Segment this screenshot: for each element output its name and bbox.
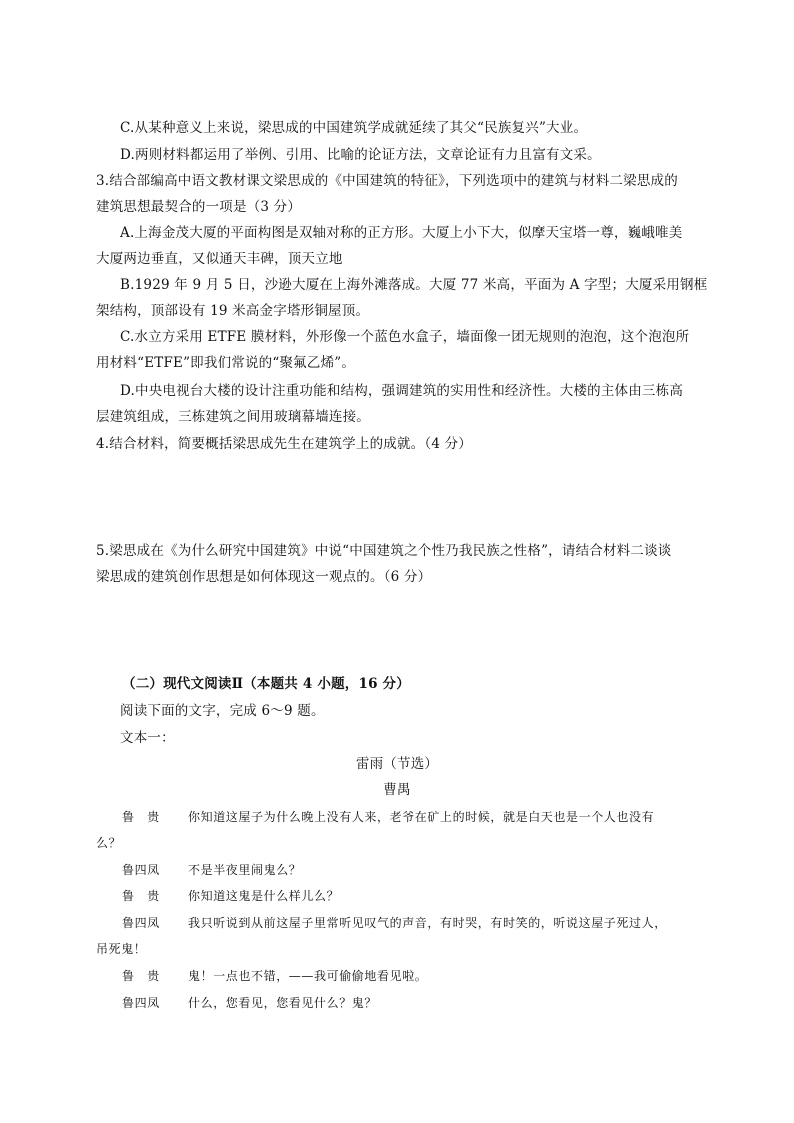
dialogue-line — [122, 914, 667, 932]
dialogue-continuation: 吊死鬼！ — [96, 942, 147, 956]
speaker-name: 鲁四凤 — [122, 916, 160, 930]
q3-option-b-line-1: B.1929 年 9 月 5 日，沙逊大厦在上海外滩落成。大厦 77 米高，平面为 A 字型；大厦采用钢框 — [120, 277, 708, 293]
speaker-name: 鲁四凤 — [122, 996, 160, 1010]
dialogue-line — [122, 994, 377, 1012]
play-title: 雷雨（节选） — [355, 756, 439, 772]
q3-option-b-line-2: 架结构，顶部设有 19 米高金字塔形铜屋顶。 — [96, 303, 370, 319]
dialogue-text: 什么，您看见，您看见什么？鬼？ — [188, 996, 378, 1010]
q3-stem-line-1: 3.结合部编高中语文教材课文梁思成的《中国建筑的特征》，下列选项中的建筑与材料二梁思成的 — [96, 173, 678, 189]
dialogue-text: 不是半夜里闹鬼么？ — [188, 863, 302, 877]
dialogue-text: 你知道这屋子为什么晚上没有人来，老爷在矿上的时候，就是白天也是一个人也没有 — [188, 810, 655, 824]
section-instruction: 阅读下面的文字，完成 6～9 题。 — [120, 703, 325, 719]
q4-stem: 4.结合材料，简要概括梁思成先生在建筑学上的成就。（4 分） — [96, 436, 473, 452]
dialogue-line — [122, 861, 301, 879]
dialogue-line — [122, 808, 654, 826]
dialogue-line — [122, 887, 339, 905]
speaker-name: 鲁四凤 — [122, 863, 160, 877]
section-heading: （二）现代文阅读Ⅱ（本题共 4 小题，16 分） — [122, 676, 410, 692]
dialogue-line — [122, 967, 427, 985]
option-d-q2: D.两则材料都运用了举例、引用、比喻的论证方法，文章论证有力且富有文采。 — [120, 147, 601, 163]
option-c-q2: C.从某种意义上来说，梁思成的中国建筑学成就延续了其父“民族复兴”大业。 — [120, 120, 588, 136]
speaker-name: 鲁 贵 — [122, 969, 160, 983]
q3-option-d-line-2: 层建筑组成，三栋建筑之间用玻璃幕墙连接。 — [96, 409, 370, 425]
q3-option-a-line-2: 大厦两边垂直，又似通天丰碑，顶天立地 — [96, 251, 343, 267]
q3-option-a-line-1: A.上海金茂大厦的平面构图是双轴对称的正方形。大厦上小下大，似摩天宝塔一尊，巍峨唯美 — [120, 225, 683, 241]
q5-stem-line-2: 梁思成的建筑创作思想是如何体现这一观点的。（6 分） — [96, 569, 432, 585]
text-label: 文本一： — [120, 730, 175, 746]
dialogue-text: 鬼！一点也不错，——我可偷偷地看见啦。 — [188, 969, 428, 983]
q5-stem-line-1: 5.梁思成在《为什么研究中国建筑》中说“中国建筑之个性乃我民族之性格”，请结合材料二谈谈 — [96, 543, 672, 559]
q3-option-c-line-2: 用材料“ETFE”即我们常说的“聚氟乙烯”。 — [96, 355, 356, 371]
speaker-name: 鲁 贵 — [122, 889, 160, 903]
q3-option-c-line-1: C.水立方采用 ETFE 膜材料，外形像一个蓝色水盒子，墙面像一团无规则的泡泡，这个泡泡所 — [120, 329, 690, 345]
dialogue-text: 我只听说到从前这屋子里常听见叹气的声音，有时哭，有时笑的，听说这屋子死过人， — [188, 916, 667, 930]
speaker-name: 鲁 贵 — [122, 810, 160, 824]
q3-stem-line-2: 建筑思想最契合的一项是（3 分） — [96, 199, 302, 215]
play-author: 曹禺 — [383, 782, 411, 798]
q3-option-d-line-1: D.中央电视台大楼的设计注重功能和结构，强调建筑的实用性和经济性。大楼的主体由三栋高 — [120, 383, 684, 399]
dialogue-continuation: 么？ — [96, 836, 122, 850]
dialogue-text: 你知道这鬼是什么样儿么？ — [188, 889, 340, 903]
